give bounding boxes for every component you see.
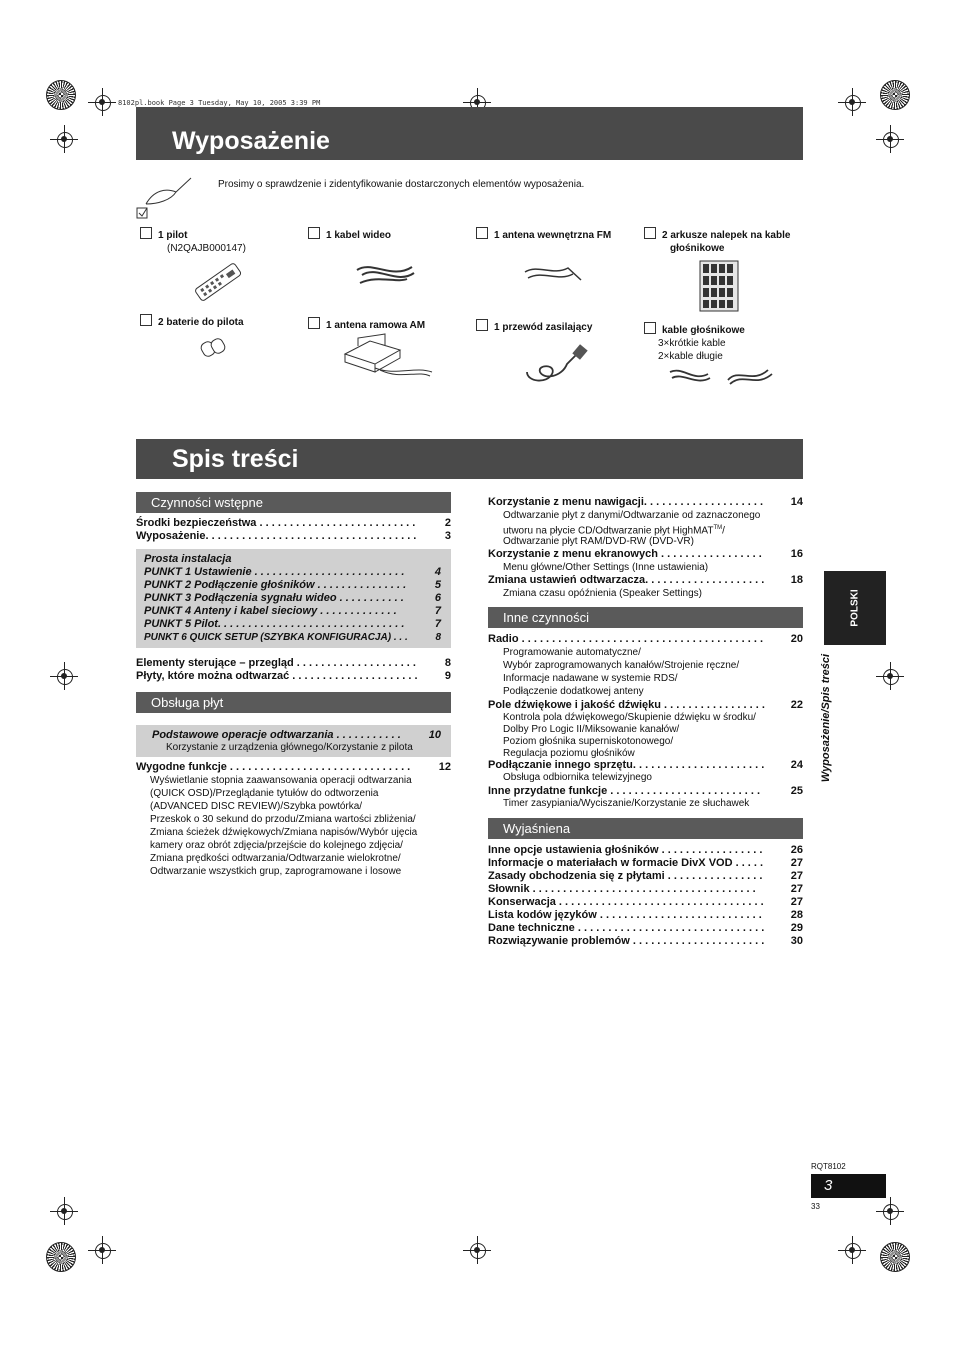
remote-control-icon <box>190 262 245 307</box>
toc-entry[interactable]: PUNKT 3 Podłączenia sygnału wideo . . . . . . . . . . . 6 <box>144 592 441 604</box>
toc-section-header: Inne czynności <box>488 607 803 628</box>
power-cord-icon <box>522 342 592 384</box>
toc-entry[interactable]: Radio . . . . . . . . . . . . . . . . . . . . . . . . . . . . . . . . . . . . . . . . 20 <box>488 633 803 645</box>
toc-entry[interactable]: Inne opcje ustawienia głośników . . . . . . . . . . . . . . . . . 26 <box>488 844 803 856</box>
toc-entry[interactable]: Wygodne funkcje . . . . . . . . . . . . . . . . . . . . . . . . . . . . . . 12 <box>136 761 451 773</box>
toc-subtext: Odtwarzanie płyt RAM/DVD-RW (DVD-VR) <box>503 536 694 547</box>
registration-mark-icon <box>50 1197 78 1225</box>
checkbox-icon <box>308 227 320 239</box>
toc-subtext: Programowanie automatyczne/ <box>503 647 641 658</box>
toc-subtext: (ADVANCED DISC REVIEW)/Szybka powtórka/ <box>150 801 363 812</box>
registration-mark-icon <box>88 1236 116 1264</box>
section-title: Wyposażenie <box>172 127 330 155</box>
toc-subtext: Odtwarzanie płyt z danymi/Odtwarzanie od zaznaczonego <box>503 510 761 521</box>
checklist-hand-icon <box>136 170 196 220</box>
toc-entry[interactable]: Zasady obchodzenia się z płytami . . . . . . . . . . . . . . . . 27 <box>488 870 803 882</box>
checkbox-icon <box>644 227 656 239</box>
section-title-bar <box>136 439 803 479</box>
registration-mark-icon <box>88 88 116 116</box>
registration-mark-icon <box>50 662 78 690</box>
color-target-icon <box>880 80 910 110</box>
speaker-cables-icon <box>668 364 778 388</box>
toc-entry[interactable]: Zmiana ustawień odtwarzacza. . . . . . . . . . . . . . . . . . . . 18 <box>488 574 803 586</box>
accessory-power-cord: 1 przewód zasilający <box>476 319 592 334</box>
section-title: Spis treści <box>172 445 299 473</box>
box-title: Prosta instalacja <box>144 553 232 565</box>
toc-subtext: kamery oraz obrót zdjęcia/przejście do kolejnego zdjęcia/ <box>150 840 403 851</box>
toc-subtext: Timer zasypiania/Wyciszanie/Korzystanie ze słuchawek <box>503 798 750 809</box>
accessory-video-cable: 1 kabel wideo <box>308 227 391 242</box>
toc-entry[interactable]: PUNKT 4 Anteny i kabel sieciowy . . . . . . . . . . . . . 7 <box>144 605 441 617</box>
toc-entry[interactable]: PUNKT 2 Podłączenie głośników . . . . . . . . . . . . . . . 5 <box>144 579 441 591</box>
registration-mark-icon <box>50 125 78 153</box>
toc-entry[interactable]: PUNKT 5 Pilot. . . . . . . . . . . . . . . . . . . . . . . . . . . . . . . 7 <box>144 618 441 630</box>
toc-subtext: Podłączenie dodatkowej anteny <box>503 686 644 697</box>
toc-section-header: Czynności wstępne <box>136 492 451 513</box>
toc-entry[interactable]: Dane techniczne . . . . . . . . . . . . . . . . . . . . . . . . . . . . . . . 29 <box>488 922 803 934</box>
toc-subtext: Menu główne/Other Settings (Inne ustawienia) <box>503 562 709 573</box>
toc-subtext: utworu na płycie CD/Odtwarzanie płyt HighMAT™/ <box>503 525 725 537</box>
toc-subtext: Odtwarzanie wszystkich grup, zaprogramowane i losowe <box>150 866 402 877</box>
running-header: Wyposażenie/Spis treści <box>820 653 832 783</box>
color-target-icon <box>46 1242 76 1272</box>
registration-mark-icon <box>463 1236 491 1264</box>
toc-entry[interactable]: Lista kodów języków . . . . . . . . . . . . . . . . . . . . . . . . . . . 28 <box>488 909 803 921</box>
toc-entry[interactable]: Inne przydatne funkcje . . . . . . . . . . . . . . . . . . . . . . . . . 25 <box>488 785 803 797</box>
language-tab-label: POLSKI <box>849 589 861 627</box>
registration-mark-icon <box>876 125 904 153</box>
header-stamp: 8102pl.book Page 3 Tuesday, May 10, 2005 3:39 PM <box>118 99 321 107</box>
document-code: RQT8102 <box>811 1162 846 1171</box>
toc-subtext: Dolby Pro Logic II/Miksowanie kanałów/ <box>503 724 680 735</box>
toc-subtext: Zmiana czasu opóźnienia (Speaker Settings) <box>503 588 702 599</box>
toc-subtext: Obsługa odbiornika telewizyjnego <box>503 772 652 783</box>
toc-entry[interactable]: Wyposażenie. . . . . . . . . . . . . . . . . . . . . . . . . . . . . . . . . . . 3 <box>136 530 451 542</box>
registration-mark-icon <box>876 662 904 690</box>
checkbox-icon <box>140 314 152 326</box>
toc-subtext: Regulacja poziomu głośników <box>503 748 635 759</box>
toc-entry[interactable]: Środki bezpieczeństwa . . . . . . . . . . . . . . . . . . . . . . . . . . 2 <box>136 517 451 529</box>
toc-subtext: Przeskok o 30 sekund do przodu/Zmiana wartości zbliżenia/ <box>150 814 416 825</box>
toc-entry[interactable]: PUNKT 6 QUICK SETUP (SZYBKA KONFIGURACJA) . . . 8 <box>144 632 441 643</box>
toc-entry[interactable]: Korzystanie z menu nawigacji. . . . . . . . . . . . . . . . . . . . 14 <box>488 496 803 508</box>
fm-antenna-icon <box>523 262 583 287</box>
toc-section-header: Obsługa płyt <box>136 692 451 713</box>
accessory-stickers: 2 arkusze nalepek na kable głośnikowe <box>644 227 790 255</box>
checkbox-icon <box>308 317 320 329</box>
registration-mark-icon <box>838 1236 866 1264</box>
toc-subtext: Korzystanie z urządzenia głównego/Korzystanie z pilota <box>166 742 413 753</box>
batteries-icon <box>200 334 230 359</box>
accessory-fm-antenna: 1 antena wewnętrzna FM <box>476 227 611 242</box>
accessory-speaker-cables: kable głośnikowe 3×krótkie kable 2×kable długie <box>644 322 745 363</box>
toc-entry[interactable]: Słownik . . . . . . . . . . . . . . . . . . . . . . . . . . . . . . . . . . . . . 27 <box>488 883 803 895</box>
toc-subtext: Wybór zaprogramowanych kanałów/Strojenie ręczne/ <box>503 660 740 671</box>
video-cable-icon <box>352 255 422 290</box>
toc-subtext: Informacje nadawane w systemie RDS/ <box>503 673 678 684</box>
checkbox-icon <box>140 227 152 239</box>
registration-mark-icon <box>838 88 866 116</box>
color-target-icon <box>880 1242 910 1272</box>
sticker-sheets-icon <box>699 260 739 312</box>
intro-text: Prosimy o sprawdzenie i zidentyfikowanie dostarczonych elementów wyposażenia. <box>218 179 585 190</box>
toc-subtext: Wyświetlanie stopnia zaawansowania operacji odtwarzania <box>150 775 412 786</box>
color-target-icon <box>46 80 76 110</box>
toc-entry[interactable]: Płyty, które można odtwarzać . . . . . . . . . . . . . . . . . . . . . 9 <box>136 670 451 682</box>
toc-entry[interactable]: Informacje o materiałach w formacie DivX VOD . . . . . 27 <box>488 857 803 869</box>
page-sub-number: 33 <box>811 1202 820 1211</box>
toc-entry[interactable]: Podłączanie innego sprzętu. . . . . . . . . . . . . . . . . . . . . . 24 <box>488 759 803 771</box>
toc-entry[interactable]: Podstawowe operacje odtwarzania . . . . . . . . . . . 10 <box>152 729 441 741</box>
checkbox-icon <box>476 319 488 331</box>
toc-entry[interactable]: Korzystanie z menu ekranowych . . . . . . . . . . . . . . . . . 16 <box>488 548 803 560</box>
checkbox-icon <box>644 322 656 334</box>
am-loop-antenna-icon <box>340 336 435 386</box>
accessory-am-antenna: 1 antena ramowa AM <box>308 317 425 332</box>
toc-subtext: Kontrola pola dźwiękowego/Skupienie dźwięku w środku/ <box>503 712 756 723</box>
toc-entry[interactable]: Rozwiązywanie problemów . . . . . . . . . . . . . . . . . . . . . . 30 <box>488 935 803 947</box>
page-number: 3 <box>824 1177 833 1194</box>
toc-section-header: Wyjaśniena <box>488 818 803 839</box>
toc-entry[interactable]: Konserwacja . . . . . . . . . . . . . . . . . . . . . . . . . . . . . . . . . . 27 <box>488 896 803 908</box>
accessory-batteries: 2 baterie do pilota <box>140 314 244 329</box>
toc-entry[interactable]: Pole dźwiękowe i jakość dźwięku . . . . . . . . . . . . . . . . . 22 <box>488 699 803 711</box>
toc-subtext: Zmiana ścieżek dźwiękowych/Zmiana napisów/Wybór ujęcia <box>150 827 418 838</box>
checkbox-icon <box>476 227 488 239</box>
toc-entry[interactable]: Elementy sterujące – przegląd . . . . . . . . . . . . . . . . . . . . 8 <box>136 657 451 669</box>
toc-subtext: (QUICK OSD)/Przeglądanie tytułów do odtworzenia <box>150 788 379 799</box>
registration-mark-icon <box>876 1197 904 1225</box>
page-number-box <box>811 1174 886 1198</box>
section-title-bar <box>136 107 803 160</box>
toc-subtext: Poziom głośnika superniskotonowego/ <box>503 736 674 747</box>
language-tab <box>824 571 886 645</box>
toc-entry[interactable]: PUNKT 1 Ustawienie . . . . . . . . . . . . . . . . . . . . . . . . . 4 <box>144 566 441 578</box>
toc-subtext: Zmiana prędkości odtwarzania/Odtwarzanie wielokrotne/ <box>150 853 401 864</box>
accessory-remote: 1 pilot (N2QAJB000147) <box>140 227 246 255</box>
